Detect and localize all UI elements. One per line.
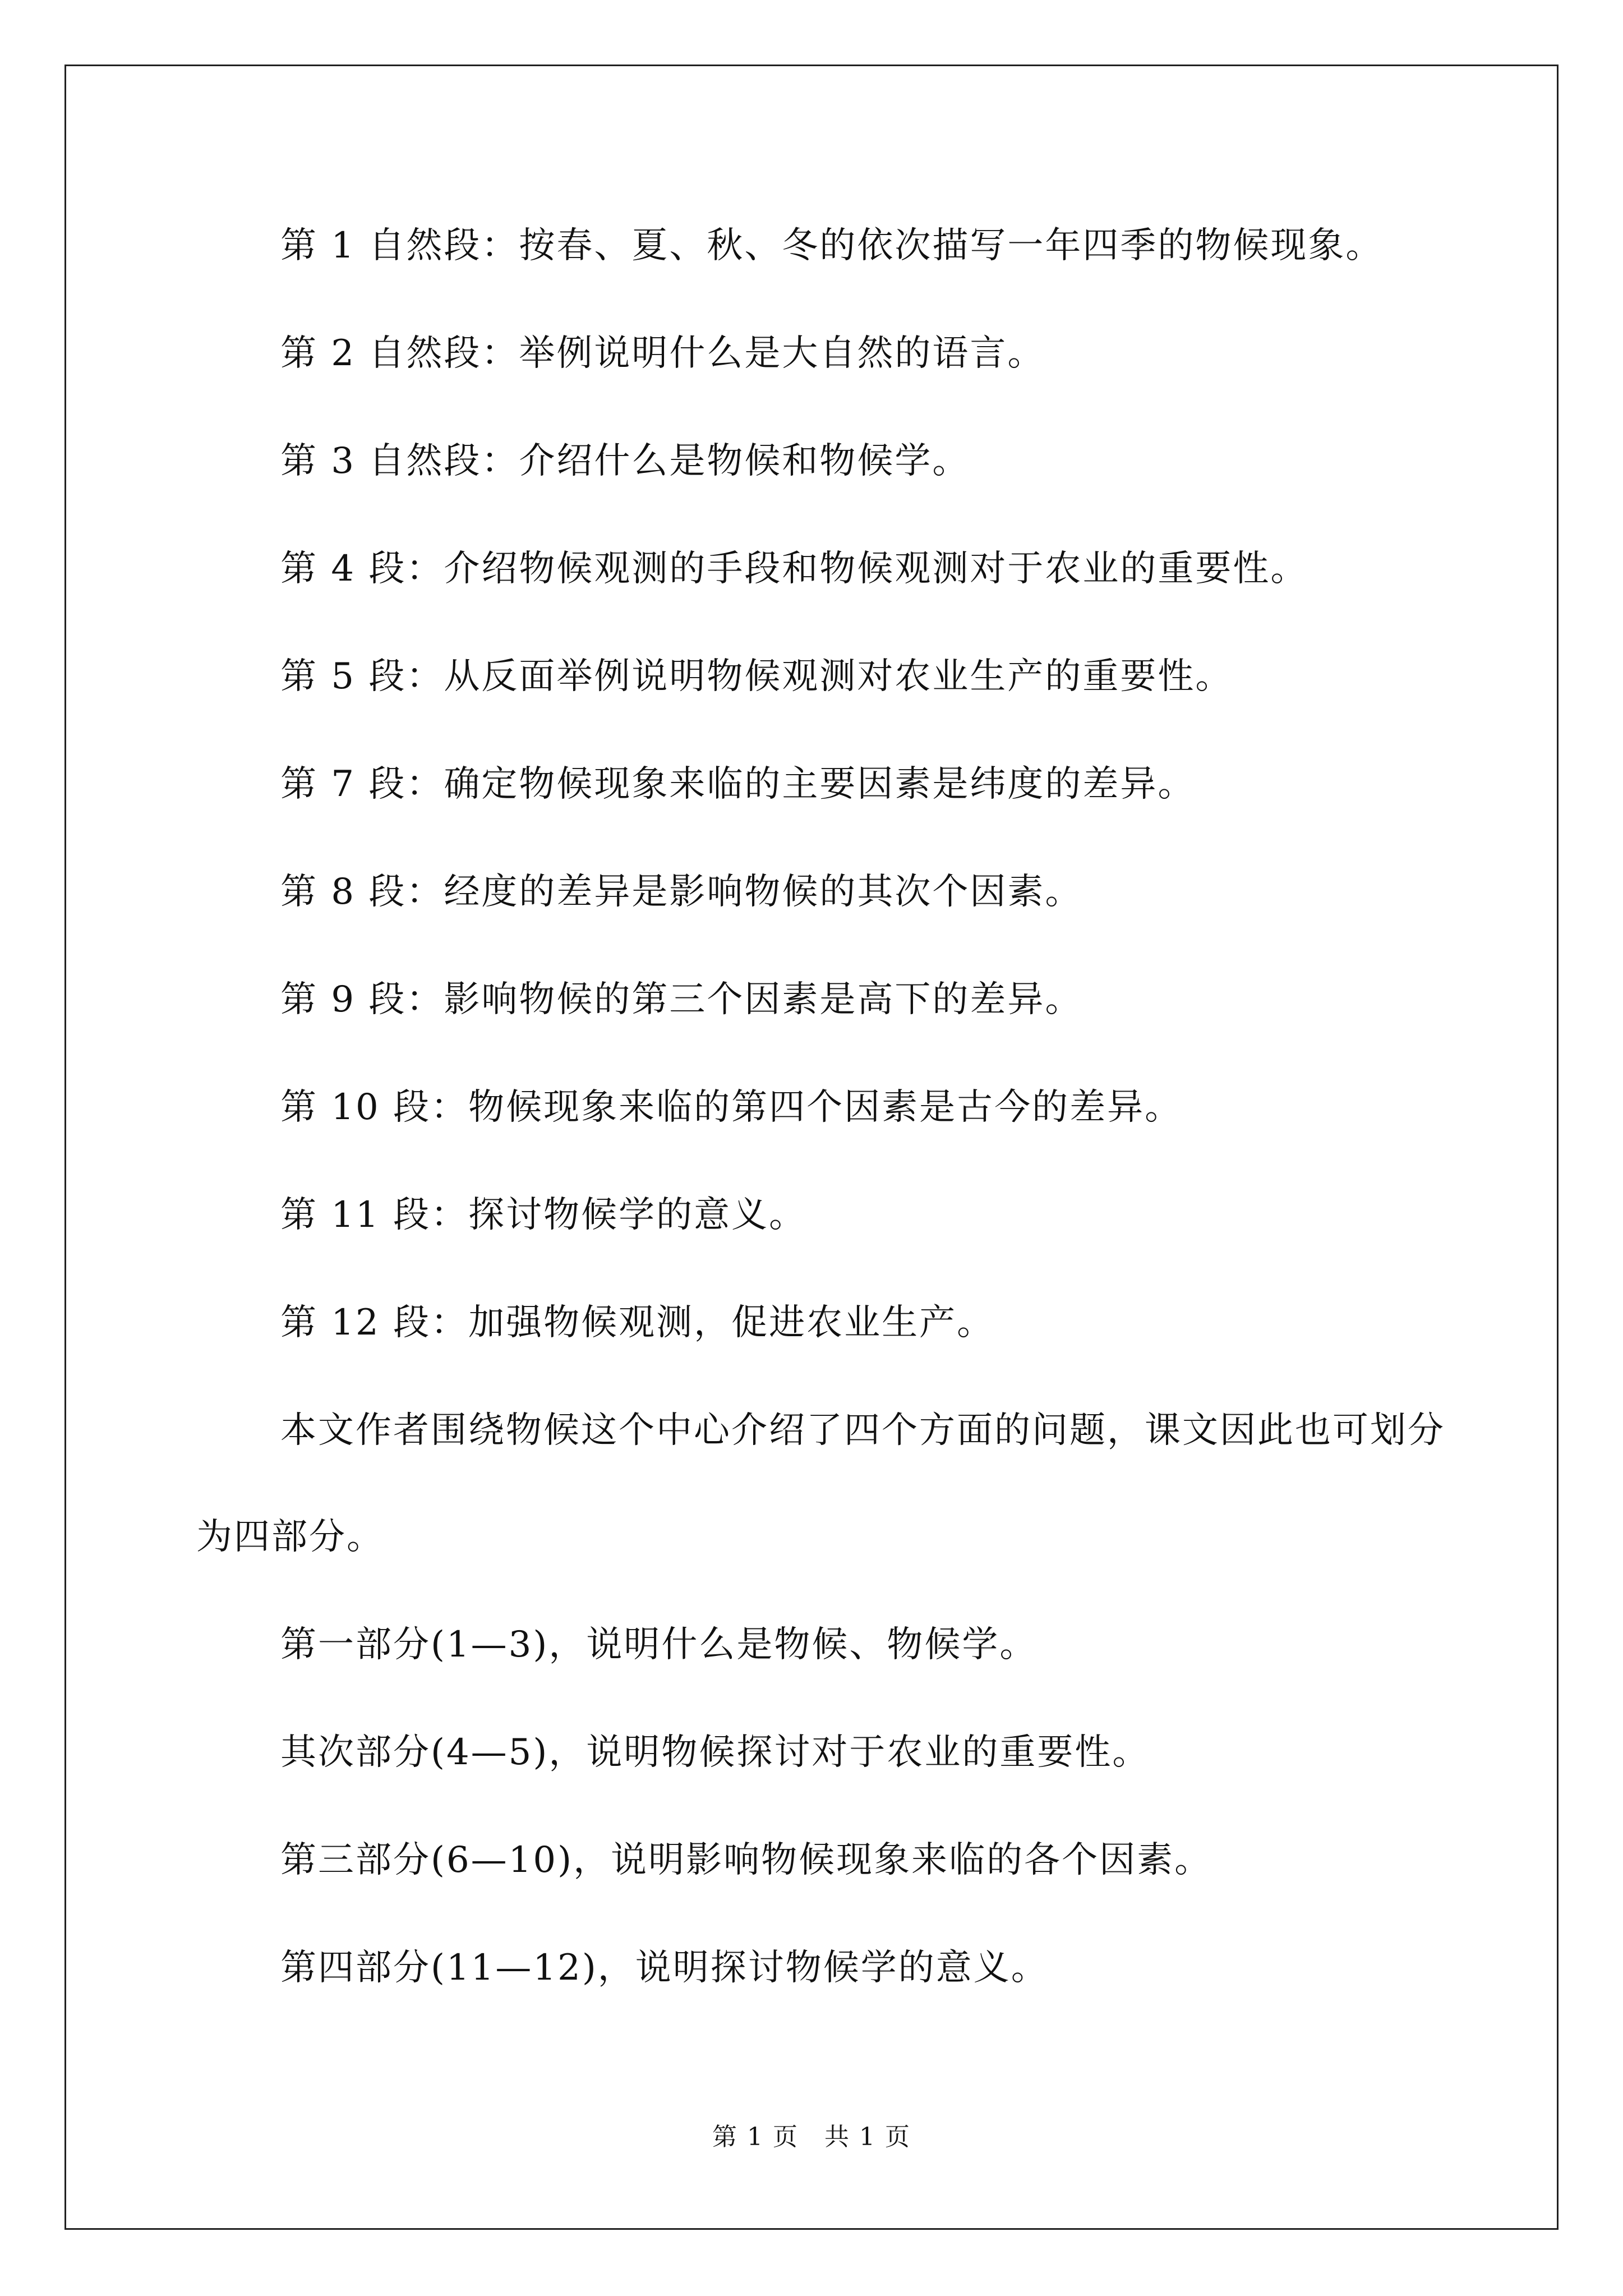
paragraph-7: 第 7 段：确定物候现象来临的主要因素是纬度的差异。 xyxy=(280,763,1196,805)
paragraph-1: 第 1 自然段：按春、夏、秋、冬的依次描写一年四季的物候现象。 xyxy=(280,225,1384,266)
document-body xyxy=(196,219,1447,2049)
part-2: 其次部分(4—5)，说明物候探讨对于农业的重要性。 xyxy=(280,1732,1150,1773)
part-3: 第三部分(6—10)，说明影响物候现象来临的各个因素。 xyxy=(280,1839,1212,1881)
part-4: 第四部分(11—12)，说明探讨物候学的意义。 xyxy=(280,1947,1049,1989)
paragraph-10: 第 10 段：物候现象来临的第四个因素是古今的差异。 xyxy=(280,1087,1183,1128)
paragraph-5: 第 5 段：从反面举例说明物候观测对农业生产的重要性。 xyxy=(280,656,1233,697)
paragraph-2: 第 2 自然段：举例说明什么是大自然的语言。 xyxy=(280,333,1045,374)
summary-paragraph: 本文作者围绕物候这个中心介绍了四个方面的问题，课文因此也可划分为四部分。 xyxy=(196,1410,1445,1558)
paragraph-9: 第 9 段：影响物候的第三个因素是高下的差异。 xyxy=(280,979,1083,1020)
paragraph-12: 第 12 段：加强物候观测，促进农业生产。 xyxy=(280,1302,995,1343)
part-1: 第一部分(1—3)，说明什么是物候、物候学。 xyxy=(280,1624,1038,1665)
page-footer: 第 1 页 共 1 页 xyxy=(712,2123,911,2151)
paragraph-11: 第 11 段：探讨物候学的意义。 xyxy=(280,1194,807,1236)
paragraph-4: 第 4 段：介绍物候观测的手段和物候观测对于农业的重要性。 xyxy=(280,548,1308,590)
paragraph-8: 第 8 段：经度的差异是影响物候的其次个因素。 xyxy=(280,871,1083,913)
paragraph-3: 第 3 自然段：介绍什么是物候和物候学。 xyxy=(280,440,970,482)
